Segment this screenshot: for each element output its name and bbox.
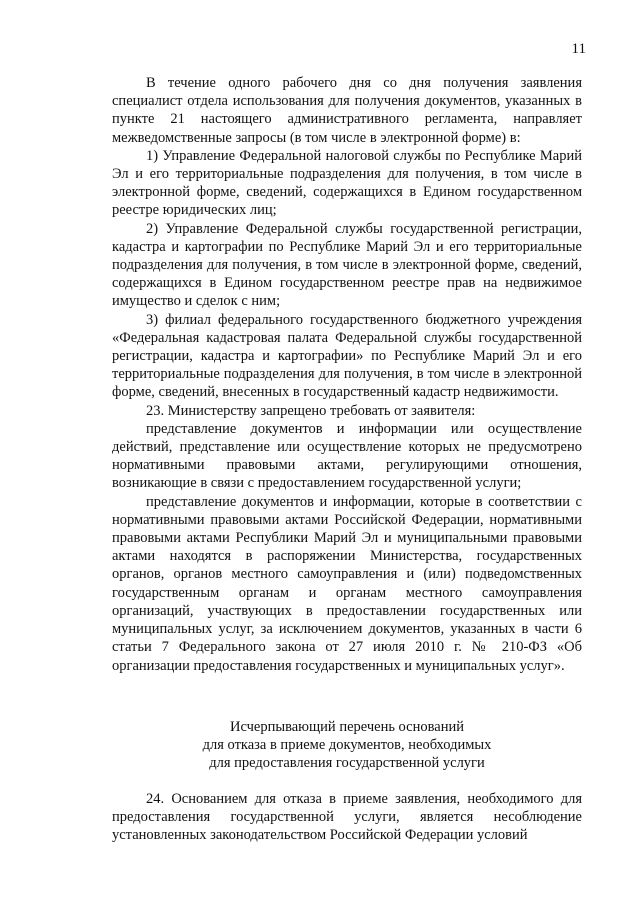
- paragraph-intro: В течение одного рабочего дня со дня получения заявления специалист отдела использования для получения документов, указанных в пункте 21 настоящего административного регламента, направляет межведомственные запросы (в том числе в электронной форме) в:: [112, 75, 582, 146]
- main-text: [112, 74, 582, 675]
- paragraph-23-a: представление документов и информации или осуществление действий, представление или осуществление которых не предусмотрено нормативными правовыми актами, регулирующими отношения, возникающие в связи с предоставлением государственной услуги;: [112, 420, 582, 492]
- paragraph-24: 24. Основанием для отказа в приеме заявления, необходимого для предоставления государственной услуги, является несоблюдение установленных законодательством Российской Федерации условий: [112, 791, 582, 844]
- tail-text: [112, 790, 582, 845]
- paragraph-23-b: представление документов и информации, которые в соответствии с нормативными правовыми актами Российской Федерации, нормативными правовыми актами Республики Марий Эл и муниципальными правовыми актами находятся в распоряжении Министерства, государственных органов, органов местного самоуправления и (или) подведомственных государственным органам и органам местного самоуправления организаций, участвующих в предоставлении государственных или муниципальных услуг, за исключением документов, указанных в части 6 статьи 7 Федерального закона от 27 июля 2010 г. № 210-ФЗ «Об организации предоставления государственных и муниципальных услуг».: [112, 493, 582, 674]
- page-number: 11: [571, 41, 586, 57]
- paragraph-item-2: 2) Управление Федеральной службы государственной регистрации, кадастра и картографии по Республике Марий Эл и его территориальные подразделения для получения, в том числе в электронной форме, сведений, содержащихся в Едином государственном реестре прав на недвижимое имущество и сделок с ним;: [112, 220, 582, 310]
- paragraph-item-1: 1) Управление Федеральной налоговой службы по Республике Марий Эл и его территориальные подразделения для получения, в том числе в электронной форме, сведений, содержащихся в Едином государственном реестре юридических лиц;: [112, 147, 582, 219]
- heading-line-2: для отказа в приеме документов, необходимых: [202, 737, 492, 754]
- section-heading: [112, 718, 582, 773]
- heading-line-1: Исчерпывающий перечень оснований: [229, 719, 464, 735]
- paragraph-23: 23. Министерству запрещено требовать от заявителя:: [146, 402, 476, 419]
- heading-line-3: для предоставления государственной услуги: [209, 755, 485, 772]
- paragraph-item-3: 3) филиал федерального государственного бюджетного учреждения «Федеральная кадастровая палата Федеральной службы государственной регистрации, кадастра и картографии» по Республике Марий Эл и его территориальные подразделения для получения, в том числе в электронной форме, сведений, внесенных в государственный кадастр недвижимости.: [112, 311, 582, 401]
